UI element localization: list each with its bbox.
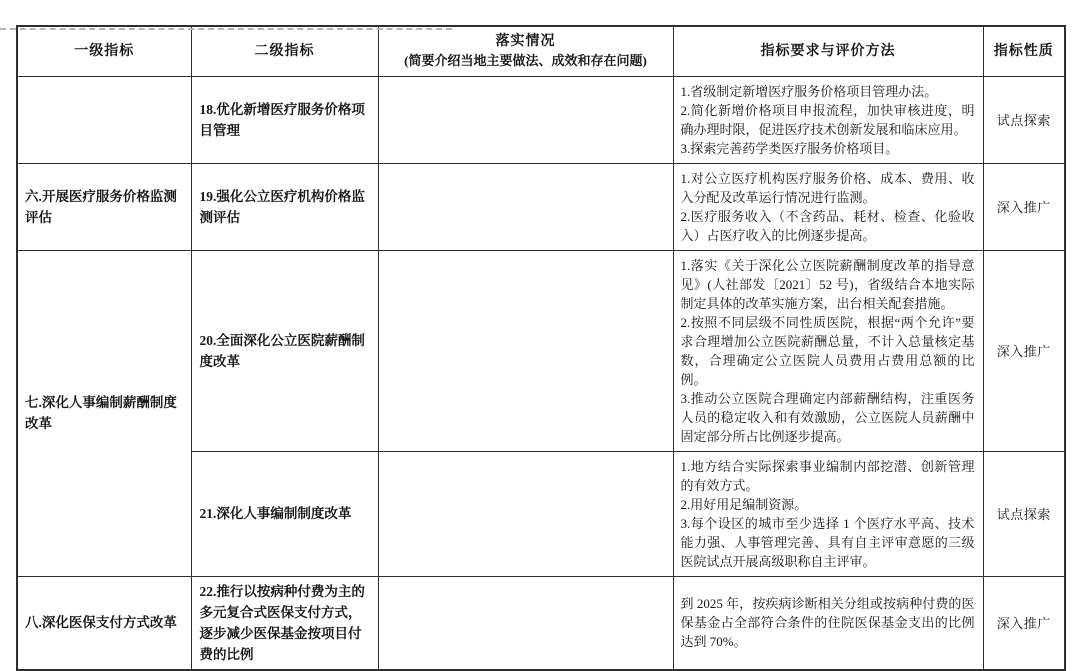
header-requirements: 指标要求与评价方法 [673,26,983,76]
cell-implementation [378,76,673,163]
cell-nature: 深入推广 [983,576,1065,670]
requirement-item: 3.每个设区的城市至少选择 1 个医疗水平高、技术能力强、人事管理完善、具有自主评审意愿的三级医院试点开展高级职称自主评审。 [680,515,975,569]
requirement-item: 1.对公立医疗机构医疗服务价格、成本、费用、收入分配及改革运行情况进行监测。 [680,170,975,205]
header-implementation [378,26,673,76]
header-level1-indicator: 一级指标 [17,26,191,76]
cell-nature: 试点探索 [983,76,1065,163]
requirement-item: 2.医疗服务收入（不含药品、耗材、检查、化验收入）占医疗收入的比例逐步提高。 [680,208,975,243]
requirement-item: 2.简化新增价格项目申报流程，加快审核进度，明确办理时限，促进医疗技术创新发展和临床应用。 [680,102,975,137]
requirement-item: 1.省级制定新增医疗服务价格项目管理办法。 [680,83,938,99]
requirement-item: 3.探索完善药学类医疗服务价格项目。 [680,140,899,156]
cell-implementation [378,250,673,451]
requirement-item: 3.推动公立医院合理确定内部薪酬结构，注重医务人员的稳定收入和有效激励，公立医院人员薪酬中固定部分所占比例逐步提高。 [680,390,975,444]
page-break-dashes [0,28,452,30]
cell-nature: 深入推广 [983,163,1065,250]
header-implementation-title: 落实情况 [495,34,556,50]
cell-level1-indicator [17,76,191,163]
table-row [17,163,1065,250]
cell-requirements [673,250,983,451]
header-row [17,26,1065,76]
table-row [17,76,1065,163]
cell-requirements [673,76,983,163]
requirement-item: 1.落实《关于深化公立医院薪酬制度改革的指导意见》(人社部发〔2021〕52 号)，省级结合本地实际制定具体的改革实施方案，出台相关配套措施。 [680,257,975,311]
cell-level2-indicator: 21.深化人事编制制度改革 [191,451,378,576]
cell-level1-indicator: 六.开展医疗服务价格监测评估 [17,163,191,250]
header-nature: 指标性质 [983,26,1065,76]
cell-implementation [378,451,673,576]
requirement-item: 2.用好用足编制资源。 [680,496,808,512]
table-row [17,576,1065,670]
cell-level1-indicator: 七.深化人事编制薪酬制度改革 [17,250,191,576]
header-level2-indicator: 二级指标 [191,26,378,76]
requirement-item: 1.地方结合实际探索事业编制内部挖潜、创新管理的有效方式。 [680,458,975,493]
cell-nature: 试点探索 [983,451,1065,576]
requirement-item: 2.按照不同层级不同性质医院，根据“两个允许”要求合理增加公立医院薪酬总量，不计入总量核定基数，合理确定公立医院人员费用占费用总额的比例。 [680,314,975,387]
requirement-item: 到 2025 年，按疾病诊断相关分组或按病种付费的医保基金占全部符合条件的住院医保基金支出的比例达到 70%。 [680,596,975,649]
cell-level1-indicator: 八.深化医保支付方式改革 [17,576,191,670]
cell-level2-indicator: 20.全面深化公立医院薪酬制度改革 [191,250,378,451]
cell-level2-indicator: 19.强化公立医疗机构价格监测评估 [191,163,378,250]
cell-requirements [673,451,983,576]
cell-nature: 深入推广 [983,250,1065,451]
table-row [17,250,1065,451]
cell-implementation [378,163,673,250]
cell-level2-indicator: 18.优化新增医疗服务价格项目管理 [191,76,378,163]
cell-implementation [378,576,673,670]
cell-requirements [673,163,983,250]
cell-level2-indicator: 22.推行以按病种付费为主的多元复合式医保支付方式，逐步减少医保基金按项目付费的比例 [191,576,378,670]
cell-requirements [673,576,983,670]
header-implementation-subtitle: (简要介绍当地主要做法、成效和存在问题) [404,53,647,69]
indicator-table [16,25,1066,671]
